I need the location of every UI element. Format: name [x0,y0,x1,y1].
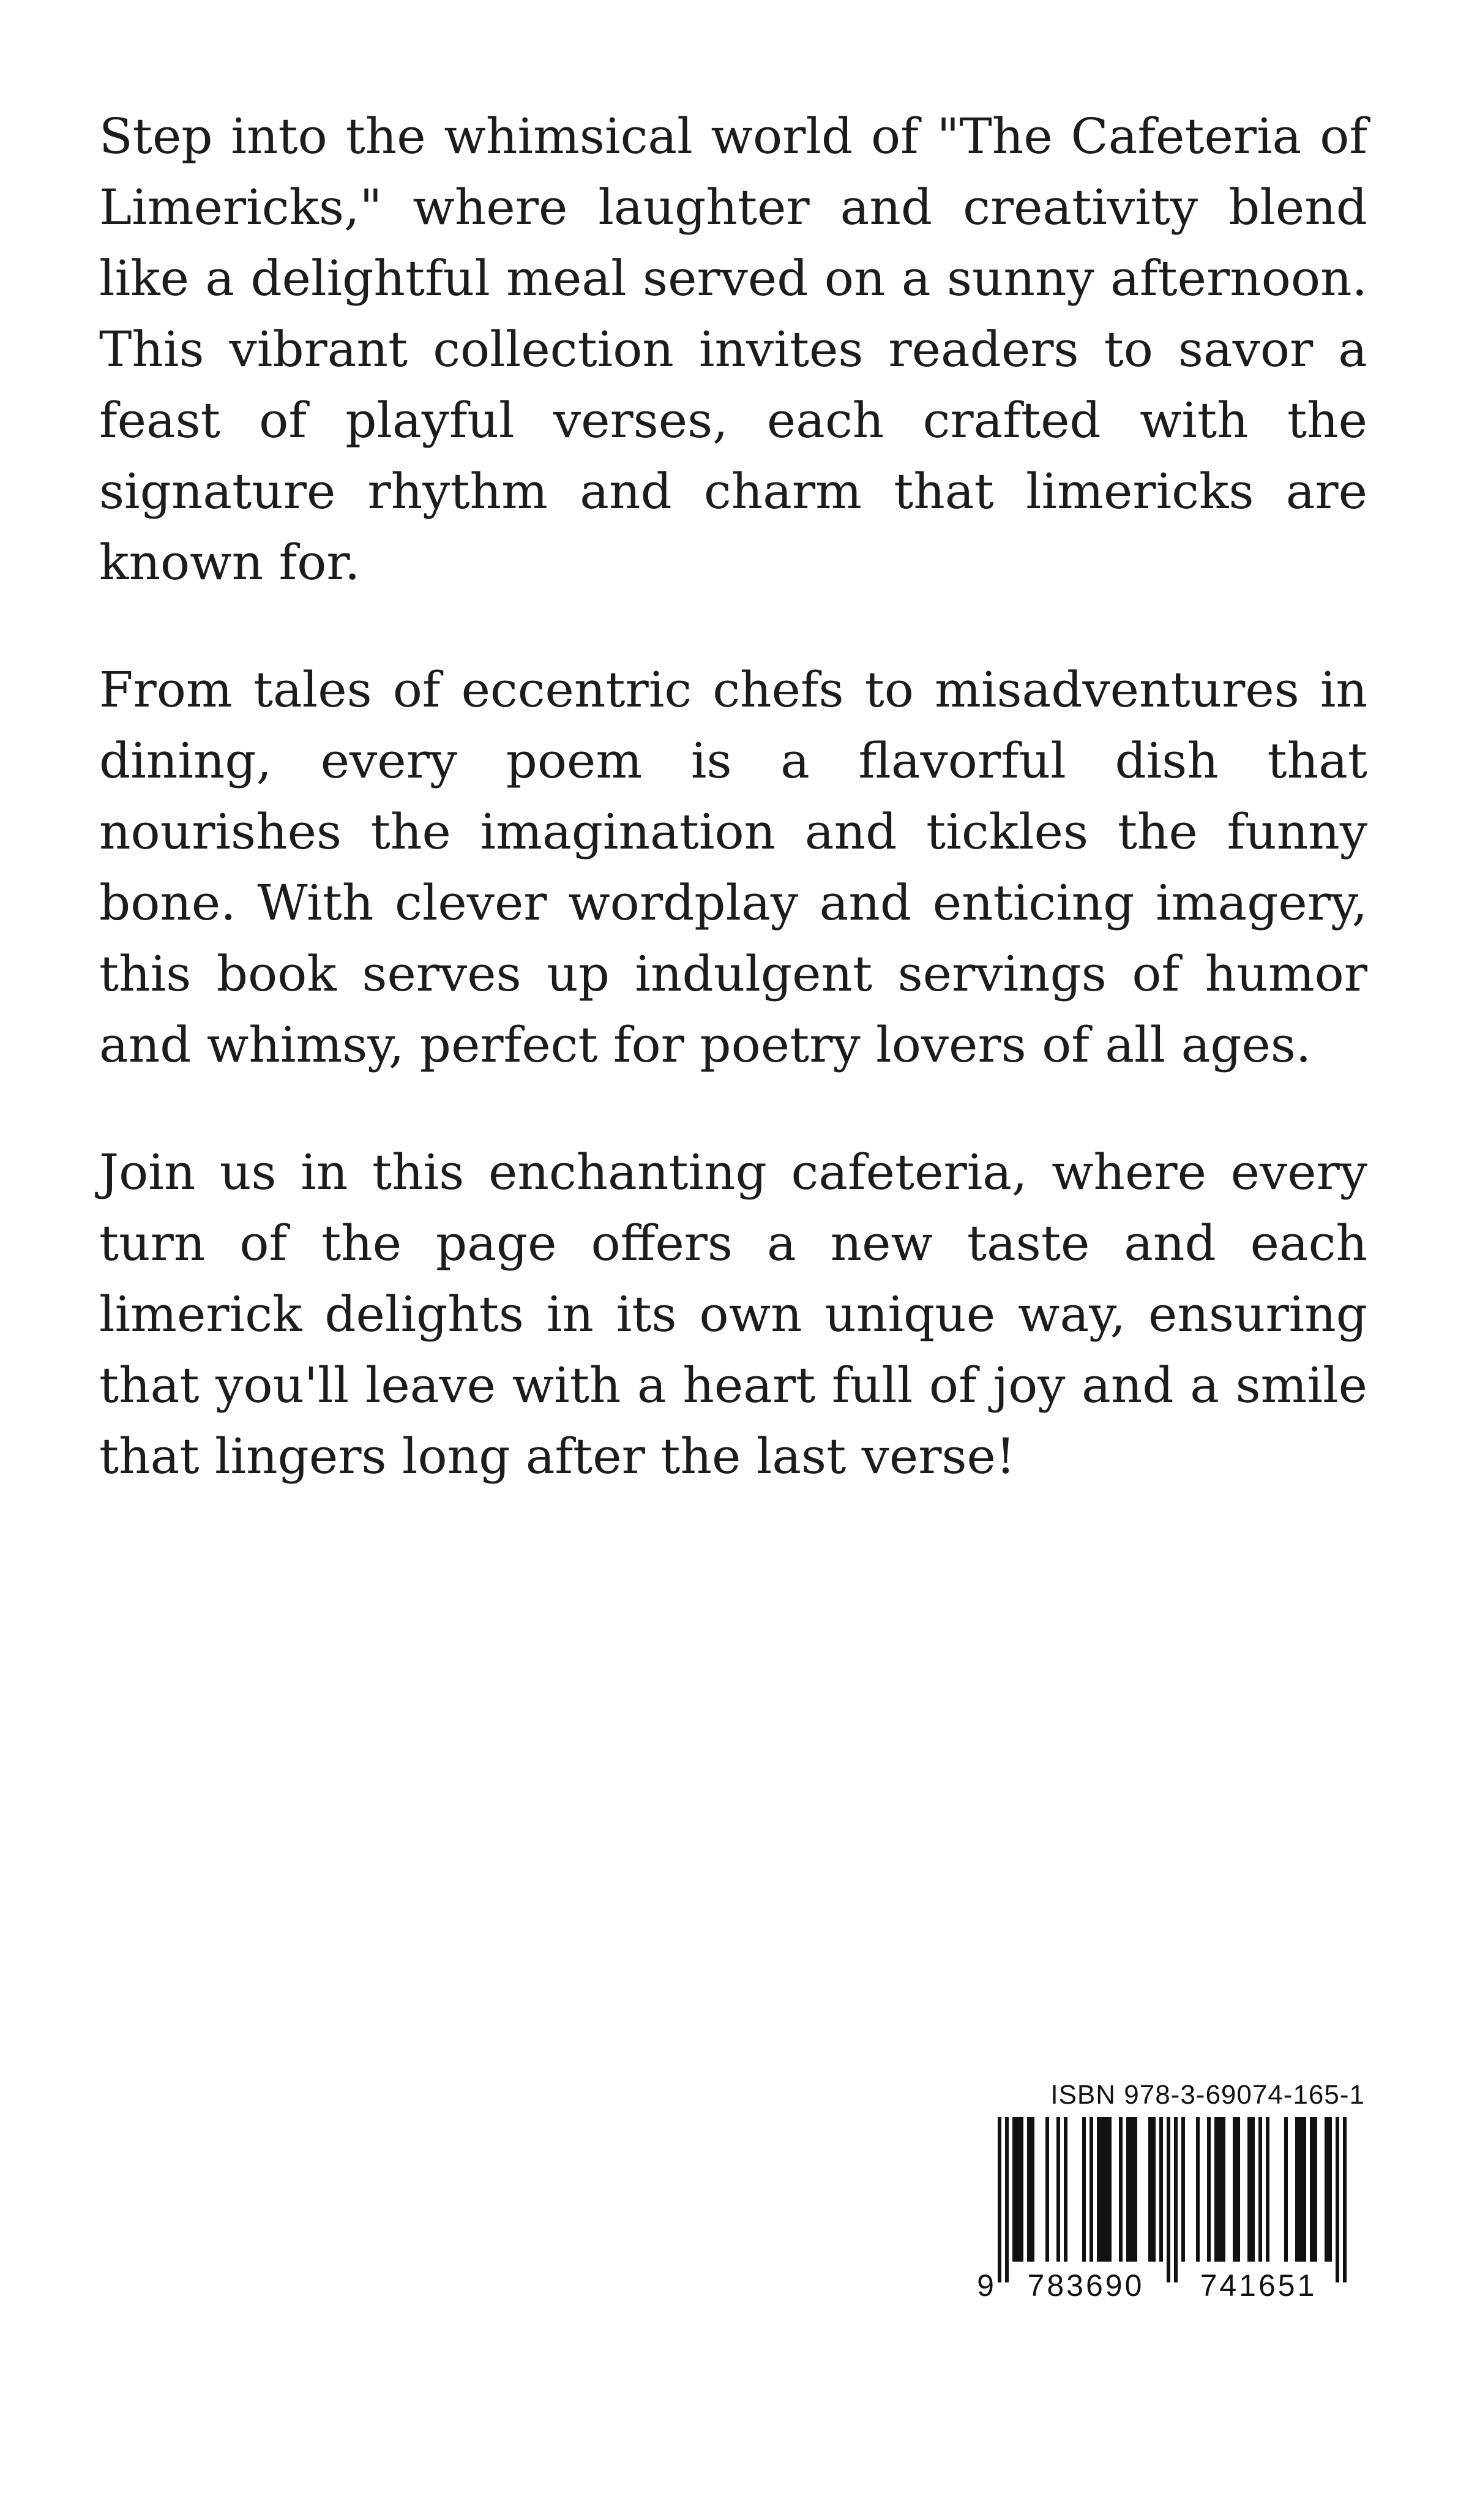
barcode-bar [1218,2117,1222,2262]
barcode-bar [1266,2117,1269,2262]
barcode-bar [1336,2117,1339,2282]
barcode-bar [1064,2117,1067,2262]
barcode-bar [1152,2117,1156,2262]
barcode-bar [1045,2117,1049,2262]
barcode-digits-left: 783690 [1027,2268,1145,2301]
isbn-label: ISBN 978-3-69074-165-1 [1050,2080,1365,2110]
barcode-bar [1295,2117,1299,2262]
barcode-digit-first: 9 [977,2268,994,2301]
barcode-bar [1284,2117,1288,2262]
barcode-bar [1167,2117,1170,2282]
barcode-bar [1126,2117,1130,2262]
barcode-bar [1134,2117,1137,2262]
barcode-bar [1314,2117,1317,2262]
barcode-bar [1258,2117,1262,2262]
barcode-bar [1090,2117,1093,2262]
barcode-bar [1104,2117,1108,2262]
barcode-bar [1328,2117,1332,2262]
barcode-bar [1101,2117,1104,2262]
barcode-bar [1181,2117,1185,2262]
blurb-paragraph-3: Join us in this enchanting cafeteria, where every turn of the page offers a new taste and each limerick delights in its own unique way, ensuring that you'll leave with a heart full of joy and a smile that lingers long after the last verse! [99,1144,1367,1485]
barcode-bar [1343,2117,1347,2282]
barcode-bar [1159,2117,1163,2262]
barcode-bar [1130,2117,1134,2262]
barcode-bar [1119,2117,1123,2262]
barcode-bar [1207,2117,1211,2262]
barcode-bar [1222,2117,1225,2262]
barcode-bar [1174,2117,1178,2282]
barcode-bar [1233,2117,1236,2262]
barcode-bar [1196,2117,1200,2262]
blurb-text [99,101,1367,1548]
barcode-bar [1027,2117,1031,2262]
barcode-bar [1214,2117,1218,2262]
barcode-digits-right: 741651 [1200,2268,1317,2301]
barcode-bar [1303,2117,1306,2262]
barcode-bars [998,2117,1347,2282]
barcode-bar [1016,2117,1020,2262]
barcode-bar [1236,2117,1240,2262]
barcode-bar [1247,2117,1251,2262]
barcode-bar [1082,2117,1086,2262]
barcode-bar [1108,2117,1112,2262]
barcode-bar [1299,2117,1303,2262]
barcode-graphic [973,2117,1365,2301]
barcode-bar [998,2117,1001,2282]
barcode-bar [1325,2117,1328,2262]
blurb-paragraph-1: Step into the whimsical world of "The Cafeteria of Limericks," where laughter and creativity blend like a delightful meal served on a sunny afternoon. This vibrant collection invites readers to savor a feast of playful verses, each crafted with the signature rhythm and charm that limericks are known for. [99,108,1367,591]
barcode-bar [1251,2117,1255,2262]
barcode-bar [1056,2117,1060,2262]
barcode-bar [1031,2117,1034,2262]
barcode-bar [1148,2117,1152,2262]
barcode-bar [1020,2117,1023,2262]
isbn-barcode [973,2079,1365,2301]
barcode-bar [1310,2117,1314,2262]
barcode-bar [1097,2117,1101,2262]
barcode-bar [1012,2117,1016,2262]
blurb-paragraph-2: From tales of eccentric chefs to misadventures in dining, every poem is a flavorful dish that nourishes the imagination and tickles the funny bone. With clever wordplay and enticing imagery, this book serves up indulgent servings of humor and whimsy, perfect for poetry lovers of all ages. [99,661,1367,1073]
barcode-bar [1005,2117,1009,2282]
